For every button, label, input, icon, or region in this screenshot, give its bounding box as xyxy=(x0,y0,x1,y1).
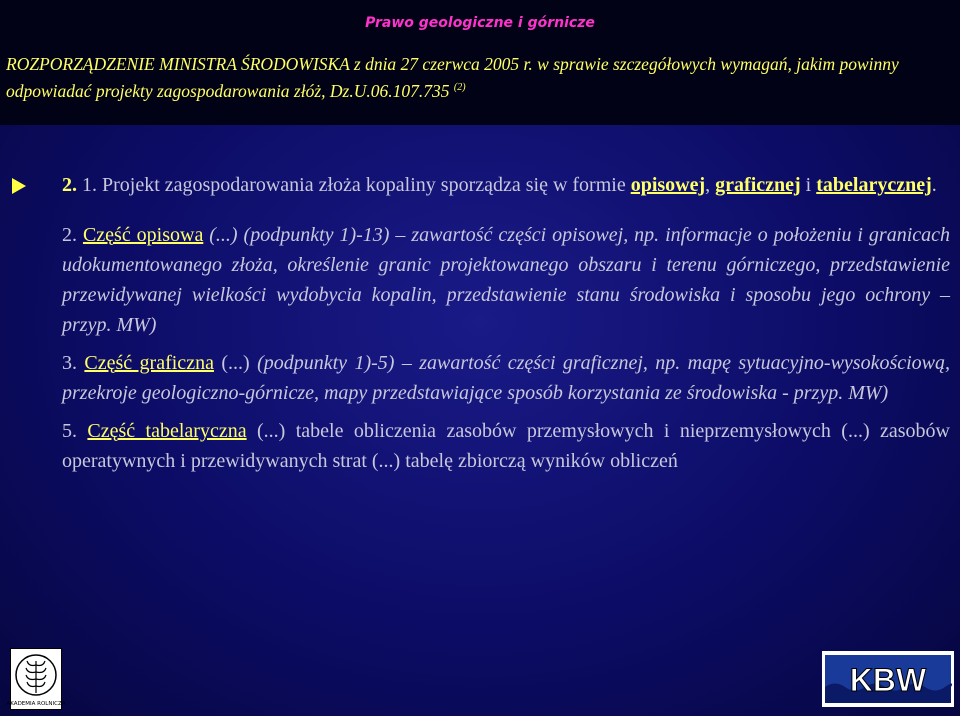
bullet-arrow-icon xyxy=(12,178,26,194)
link-opisowej[interactable]: opisowej xyxy=(630,174,706,196)
paragraph-text: 1. Projekt zagospodarowania złoża kopaliny sporządza się w formie xyxy=(77,174,631,196)
link-czesc-graficzna[interactable]: Część graficzna xyxy=(84,352,214,374)
regulation-text: ROZPORZĄDZENIE MINISTRA ŚRODOWISKA z dnia 27 czerwca 2005 r. w sprawie szczegółowych wymagań, jakim powinny odpowiadać projekty zagospodarowania złóż, Dz.U.06.107.735 xyxy=(6,54,899,101)
regulation-footnote: (2) xyxy=(453,82,466,93)
link-czesc-tabelaryczna[interactable]: Część tabelaryczna xyxy=(87,420,247,442)
paragraph-number: 3. xyxy=(62,352,85,374)
link-czesc-opisowa[interactable]: Część opisowa xyxy=(82,224,204,246)
paragraph-number: 5. xyxy=(62,420,88,442)
paragraph-text: (...) (podpunkty 1)-13) – zawartość części opisowej, np. informacje o położeniu i granicach udokumentowanego złoża, określenie granic projektowanego obszaru i terenu górniczego, przedstawienie przewidywanej wielkości wydobycia kopalin, przedstawienie stanu środowiska i sposobu jego ochrony – przyp. MW) xyxy=(62,224,951,336)
paragraph-text: (...) tabele obliczenia zasobów przemysłowych i nieprzemysłowych (...) zasobów operatywnych i przewidywanych strat (...) tabelę zbiorczą wyników obliczeń xyxy=(62,420,951,472)
slide-content xyxy=(62,170,950,476)
period: . xyxy=(931,174,937,196)
link-tabelarycznej[interactable]: tabelarycznej xyxy=(816,174,932,196)
paragraph-czesc-graficzna xyxy=(62,348,950,408)
regulation-citation xyxy=(6,53,946,103)
university-logo-icon xyxy=(6,648,66,710)
paragraph-czesc-tabelaryczna xyxy=(62,416,950,476)
separator: , xyxy=(705,174,716,196)
course-title: Prawo geologiczne i górnicze xyxy=(365,15,595,31)
paragraph-czesc-opisowa xyxy=(62,220,950,340)
kbw-logo-icon xyxy=(822,651,954,707)
paragraph-number: 2. xyxy=(62,224,83,246)
paragraph-article-2-1 xyxy=(62,170,950,200)
university-logo-text: AKADEMIA ROLNICZA xyxy=(6,701,66,707)
kbw-logo-text: KBW xyxy=(849,662,927,698)
paragraph-text-italic: (podpunkty 1)-5) – zawartość części graficznej, np. mapę sytuacyjno-wysokościową, przekroje geologiczno-górnicze, mapy przedstawiające sposób korzystania ze środowiska - przyp. MW) xyxy=(62,352,951,404)
paragraph-text: (...) xyxy=(213,352,258,374)
paragraph-number: 2. xyxy=(62,174,77,196)
link-graficznej[interactable]: graficznej xyxy=(715,174,801,196)
separator: i xyxy=(800,174,817,196)
